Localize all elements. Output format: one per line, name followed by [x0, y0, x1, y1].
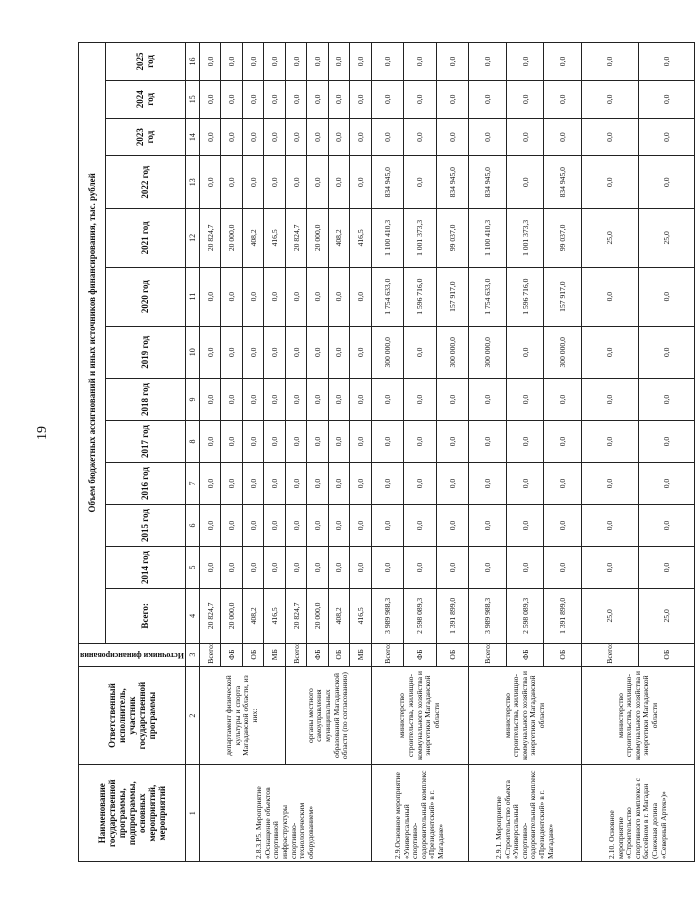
year-value: 0,0	[307, 156, 328, 208]
page-number: 19	[35, 426, 50, 440]
year-value: 0,0	[506, 379, 544, 421]
column-number: 6	[185, 505, 199, 547]
year-value: 1 100 410,3	[371, 208, 404, 267]
year-value: 0,0	[638, 156, 694, 208]
year-value: 0,0	[350, 267, 371, 326]
year-column-header: 2017 год	[106, 421, 186, 463]
total-value: 20 824,7	[285, 589, 306, 644]
year-value: 0,0	[221, 43, 242, 81]
year-value: 0,0	[285, 463, 306, 505]
year-value: 0,0	[582, 379, 638, 421]
column-number: 15	[185, 80, 199, 118]
year-value: 0,0	[506, 326, 544, 378]
year-value: 1 754 633,0	[469, 267, 507, 326]
total-value: 2 598 089,3	[404, 589, 437, 644]
measure-name: 2.10. Основное мероприятие «Строительство спортивного комплекса с бассейном в г. Магадан (Снежная долина «Северный Артек»)»	[582, 765, 695, 862]
year-value: 0,0	[242, 118, 263, 156]
year-value: 0,0	[328, 379, 349, 421]
year-value: 0,0	[506, 421, 544, 463]
column-number: 8	[185, 421, 199, 463]
year-column-header: 2020 год	[106, 267, 186, 326]
year-value: 0,0	[371, 421, 404, 463]
table-row	[199, 43, 220, 862]
year-value: 0,0	[371, 547, 404, 589]
year-value: 0,0	[469, 379, 507, 421]
year-column-header: 2015 год	[106, 505, 186, 547]
year-value: 0,0	[469, 421, 507, 463]
total-value: 1 391 899,0	[544, 589, 582, 644]
year-value: 0,0	[285, 505, 306, 547]
name-column-header: Наименование государственной программы, подпрограммы, основных мероприятий, мероприятий	[79, 765, 186, 862]
year-value: 0,0	[264, 505, 285, 547]
year-value: 0,0	[404, 156, 437, 208]
year-value: 0,0	[371, 118, 404, 156]
year-value: 0,0	[436, 463, 469, 505]
year-value: 0,0	[285, 118, 306, 156]
year-value: 300 000,0	[469, 326, 507, 378]
year-value: 157 917,0	[544, 267, 582, 326]
year-value: 0,0	[582, 80, 638, 118]
year-value: 0,0	[199, 505, 220, 547]
table-row	[285, 43, 306, 862]
source-column-header	[79, 643, 186, 666]
year-column-header: 2022 год	[106, 156, 186, 208]
column-number: 5	[185, 547, 199, 589]
year-value: 0,0	[264, 379, 285, 421]
year-value: 0,0	[242, 379, 263, 421]
year-value: 25,0	[582, 208, 638, 267]
year-value: 0,0	[544, 547, 582, 589]
year-value: 0,0	[469, 547, 507, 589]
year-value: 0,0	[638, 379, 694, 421]
column-number: 13	[185, 156, 199, 208]
executor-name: министерство строительства, жилищно-коммунального хозяйства и энергетики Магаданской области	[469, 666, 582, 765]
year-value: 0,0	[328, 267, 349, 326]
financing-source: МБ	[264, 643, 285, 666]
total-value: 416,5	[350, 589, 371, 644]
year-value: 0,0	[307, 80, 328, 118]
column-number: 3	[185, 643, 199, 666]
year-value: 20 824,7	[285, 208, 306, 267]
financing-source: Всего:	[199, 643, 220, 666]
year-value: 0,0	[199, 547, 220, 589]
year-value: 0,0	[638, 326, 694, 378]
year-value: 0,0	[242, 326, 263, 378]
year-value: 0,0	[582, 267, 638, 326]
financing-source: ОБ	[544, 643, 582, 666]
year-value: 0,0	[242, 80, 263, 118]
year-value: 99 037,0	[544, 208, 582, 267]
financing-source: ОБ	[242, 643, 263, 666]
year-value: 0,0	[582, 43, 638, 81]
total-value: 1 391 899,0	[436, 589, 469, 644]
year-value: 0,0	[404, 80, 437, 118]
year-value: 0,0	[221, 80, 242, 118]
year-value: 0,0	[264, 43, 285, 81]
year-value: 0,0	[199, 463, 220, 505]
year-value: 0,0	[199, 326, 220, 378]
year-value: 0,0	[199, 267, 220, 326]
year-value: 0,0	[307, 267, 328, 326]
year-value: 0,0	[350, 118, 371, 156]
year-value: 99 037,0	[436, 208, 469, 267]
year-value: 0,0	[350, 326, 371, 378]
source-column-header-text: Источники финансирования	[80, 650, 184, 660]
year-value: 0,0	[436, 547, 469, 589]
year-column-header: 2025 год	[106, 43, 186, 81]
year-value: 0,0	[506, 156, 544, 208]
column-number: 12	[185, 208, 199, 267]
year-value: 0,0	[544, 80, 582, 118]
year-value: 0,0	[582, 421, 638, 463]
year-value: 0,0	[638, 421, 694, 463]
year-value: 0,0	[638, 547, 694, 589]
year-value: 0,0	[264, 547, 285, 589]
year-value: 834 945,0	[469, 156, 507, 208]
year-value: 0,0	[307, 379, 328, 421]
year-value: 0,0	[199, 421, 220, 463]
financing-source: Всего:	[582, 643, 638, 666]
total-column-header: Всего:	[106, 589, 186, 644]
year-value: 0,0	[582, 326, 638, 378]
total-value: 20 824,7	[199, 589, 220, 644]
total-value: 20 000,0	[221, 589, 242, 644]
year-value: 0,0	[404, 118, 437, 156]
year-value: 0,0	[436, 43, 469, 81]
year-column-header: 2018 год	[106, 379, 186, 421]
year-value: 0,0	[307, 326, 328, 378]
year-column-header: 2014 год	[106, 547, 186, 589]
year-value: 0,0	[264, 118, 285, 156]
financing-source: ОБ	[436, 643, 469, 666]
year-column-header: 2021 год	[106, 208, 186, 267]
year-value: 1 001 373,3	[404, 208, 437, 267]
year-value: 300 000,0	[371, 326, 404, 378]
year-value: 0,0	[404, 43, 437, 81]
year-value: 0,0	[264, 463, 285, 505]
year-value: 408,2	[328, 208, 349, 267]
year-value: 0,0	[328, 80, 349, 118]
year-value: 0,0	[285, 43, 306, 81]
year-value: 0,0	[638, 43, 694, 81]
measure-name: 2.8.3.Р5. Мероприятие «Оснащение объектов спортивной инфраструктуры спортивно-технологическим оборудованием»	[199, 765, 371, 862]
financing-source: ФБ	[221, 643, 242, 666]
year-value: 0,0	[221, 118, 242, 156]
year-value: 0,0	[404, 547, 437, 589]
financing-source: ФБ	[307, 643, 328, 666]
year-value: 0,0	[199, 156, 220, 208]
year-value: 0,0	[264, 421, 285, 463]
year-value: 0,0	[242, 463, 263, 505]
financing-source: Всего:	[285, 643, 306, 666]
year-value: 0,0	[582, 547, 638, 589]
column-number: 4	[185, 589, 199, 644]
year-value: 20 824,7	[199, 208, 220, 267]
year-value: 0,0	[328, 156, 349, 208]
measure-name: 2.9.Основное мероприятие «Универсальный спортивно-оздоровительный комплекс «Президентский» в г. Магадане»	[371, 765, 469, 862]
year-value: 0,0	[199, 379, 220, 421]
year-value: 0,0	[638, 505, 694, 547]
year-value: 0,0	[371, 379, 404, 421]
volume-header: Объем бюджетных ассигнований и иных источников финансирования, тыс. рублей	[79, 43, 106, 644]
year-value: 0,0	[242, 156, 263, 208]
year-value: 0,0	[506, 118, 544, 156]
year-value: 0,0	[350, 43, 371, 81]
year-value: 0,0	[371, 43, 404, 81]
year-value: 0,0	[307, 118, 328, 156]
year-value: 0,0	[436, 379, 469, 421]
financing-source: ОБ	[328, 643, 349, 666]
year-value: 0,0	[242, 421, 263, 463]
rotated-table-wrapper	[78, 42, 671, 862]
year-value: 0,0	[264, 326, 285, 378]
budget-table	[78, 42, 695, 862]
total-value: 3 989 988,3	[371, 589, 404, 644]
year-value: 0,0	[328, 547, 349, 589]
year-value: 0,0	[221, 379, 242, 421]
executor-name: органы местного самоуправления муниципальных образований Магаданской области (по согласованию)	[285, 666, 371, 765]
year-value: 0,0	[242, 547, 263, 589]
year-value: 0,0	[221, 156, 242, 208]
year-value: 300 000,0	[544, 326, 582, 378]
executor-name: министерство строительства, жилищно-коммунального хозяйства и энергетики Магаданской области	[371, 666, 469, 765]
year-value: 0,0	[350, 463, 371, 505]
year-column-header: 2019 год	[106, 326, 186, 378]
year-value: 0,0	[328, 505, 349, 547]
year-value: 1 596 716,0	[404, 267, 437, 326]
financing-source: ОБ	[638, 643, 694, 666]
year-value: 0,0	[242, 267, 263, 326]
total-value: 20 000,0	[307, 589, 328, 644]
year-value: 0,0	[404, 379, 437, 421]
year-value: 0,0	[242, 505, 263, 547]
year-value: 0,0	[582, 118, 638, 156]
year-value: 834 945,0	[436, 156, 469, 208]
year-column-header: 2024 год	[106, 80, 186, 118]
year-value: 0,0	[264, 156, 285, 208]
year-value: 0,0	[221, 505, 242, 547]
table-row	[371, 43, 404, 862]
total-value: 25,0	[582, 589, 638, 644]
year-value: 0,0	[544, 421, 582, 463]
column-numbers-row	[185, 43, 199, 862]
year-value: 0,0	[350, 421, 371, 463]
year-value: 0,0	[404, 326, 437, 378]
total-value: 2 598 089,3	[506, 589, 544, 644]
year-value: 0,0	[371, 463, 404, 505]
year-value: 1 596 716,0	[506, 267, 544, 326]
year-value: 0,0	[544, 379, 582, 421]
year-value: 20 000,0	[221, 208, 242, 267]
year-value: 0,0	[242, 43, 263, 81]
financing-source: ФБ	[506, 643, 544, 666]
year-value: 0,0	[350, 156, 371, 208]
column-number: 14	[185, 118, 199, 156]
year-value: 0,0	[221, 326, 242, 378]
year-value: 0,0	[199, 80, 220, 118]
year-value: 0,0	[285, 326, 306, 378]
year-value: 1 001 373,3	[506, 208, 544, 267]
year-value: 0,0	[404, 463, 437, 505]
year-value: 0,0	[285, 379, 306, 421]
year-value: 0,0	[285, 156, 306, 208]
year-value: 0,0	[350, 80, 371, 118]
table-row	[582, 43, 638, 862]
year-value: 0,0	[544, 463, 582, 505]
year-value: 0,0	[544, 118, 582, 156]
year-value: 0,0	[199, 43, 220, 81]
executor-column-header: Ответственный исполнитель, участник государственной программы	[79, 666, 186, 765]
column-number: 16	[185, 43, 199, 81]
year-value: 416,5	[264, 208, 285, 267]
year-value: 0,0	[285, 421, 306, 463]
year-value: 0,0	[582, 156, 638, 208]
total-value: 416,5	[264, 589, 285, 644]
year-value: 0,0	[328, 326, 349, 378]
year-value: 0,0	[264, 267, 285, 326]
year-value: 0,0	[544, 43, 582, 81]
year-value: 157 917,0	[436, 267, 469, 326]
year-column-header: 2016 год	[106, 463, 186, 505]
year-value: 0,0	[436, 118, 469, 156]
year-value: 0,0	[307, 463, 328, 505]
financing-source: ФБ	[404, 643, 437, 666]
column-number: 11	[185, 267, 199, 326]
year-value: 0,0	[404, 421, 437, 463]
total-value: 408,2	[328, 589, 349, 644]
year-value: 0,0	[328, 463, 349, 505]
year-value: 0,0	[436, 80, 469, 118]
year-value: 1 754 633,0	[371, 267, 404, 326]
year-value: 0,0	[371, 80, 404, 118]
year-value: 0,0	[350, 379, 371, 421]
year-value: 0,0	[506, 505, 544, 547]
total-value: 3 989 988,3	[469, 589, 507, 644]
year-value: 0,0	[307, 547, 328, 589]
year-value: 0,0	[221, 463, 242, 505]
column-number: 1	[185, 765, 199, 862]
year-value: 0,0	[221, 547, 242, 589]
year-value: 0,0	[328, 43, 349, 81]
year-value: 0,0	[582, 463, 638, 505]
year-value: 0,0	[404, 505, 437, 547]
year-value: 408,2	[242, 208, 263, 267]
year-value: 0,0	[285, 267, 306, 326]
year-value: 0,0	[350, 505, 371, 547]
year-value: 0,0	[506, 547, 544, 589]
column-number: 10	[185, 326, 199, 378]
year-value: 0,0	[506, 463, 544, 505]
column-number: 9	[185, 379, 199, 421]
year-value: 834 945,0	[544, 156, 582, 208]
financing-source: МБ	[350, 643, 371, 666]
year-value: 0,0	[199, 118, 220, 156]
year-value: 0,0	[285, 547, 306, 589]
year-value: 300 000,0	[436, 326, 469, 378]
executor-name: министерство строительства, жилищно-коммунального хозяйства и энергетики Магаданской области	[582, 666, 695, 765]
year-value: 0,0	[469, 505, 507, 547]
year-value: 0,0	[307, 421, 328, 463]
year-value: 1 100 410,3	[469, 208, 507, 267]
table-body	[199, 43, 694, 862]
year-value: 0,0	[506, 80, 544, 118]
year-value: 0,0	[638, 80, 694, 118]
total-value: 25,0	[638, 589, 694, 644]
year-value: 0,0	[638, 463, 694, 505]
year-value: 416,5	[350, 208, 371, 267]
year-value: 0,0	[469, 463, 507, 505]
year-value: 0,0	[264, 80, 285, 118]
year-value: 0,0	[469, 80, 507, 118]
column-number: 7	[185, 463, 199, 505]
year-value: 0,0	[221, 421, 242, 463]
year-value: 0,0	[328, 421, 349, 463]
executor-name: департамент физической культуры и спорта Магаданской области, из них:	[199, 666, 285, 765]
year-value: 0,0	[506, 43, 544, 81]
year-value: 834 945,0	[371, 156, 404, 208]
year-column-header: 2023 год	[106, 118, 186, 156]
year-value: 20 000,0	[307, 208, 328, 267]
year-value: 0,0	[285, 80, 306, 118]
year-value: 0,0	[307, 43, 328, 81]
total-value: 408,2	[242, 589, 263, 644]
column-number: 2	[185, 666, 199, 765]
financing-source: Всего:	[371, 643, 404, 666]
year-value: 0,0	[469, 43, 507, 81]
year-value: 0,0	[328, 118, 349, 156]
measure-name: 2.9.1. Мероприятие «Строительство объекта «Универсальный спортивно-оздоровительный комплекс «Президентский» в г. Магадане»	[469, 765, 582, 862]
year-value: 0,0	[544, 505, 582, 547]
year-value: 0,0	[307, 505, 328, 547]
year-value: 25,0	[638, 208, 694, 267]
table-row	[469, 43, 507, 862]
year-value: 0,0	[436, 505, 469, 547]
financing-source: Всего:	[469, 643, 507, 666]
year-value: 0,0	[221, 267, 242, 326]
year-value: 0,0	[350, 547, 371, 589]
year-value: 0,0	[638, 118, 694, 156]
year-value: 0,0	[469, 118, 507, 156]
year-value: 0,0	[436, 421, 469, 463]
year-value: 0,0	[371, 505, 404, 547]
year-value: 0,0	[638, 267, 694, 326]
year-value: 0,0	[582, 505, 638, 547]
